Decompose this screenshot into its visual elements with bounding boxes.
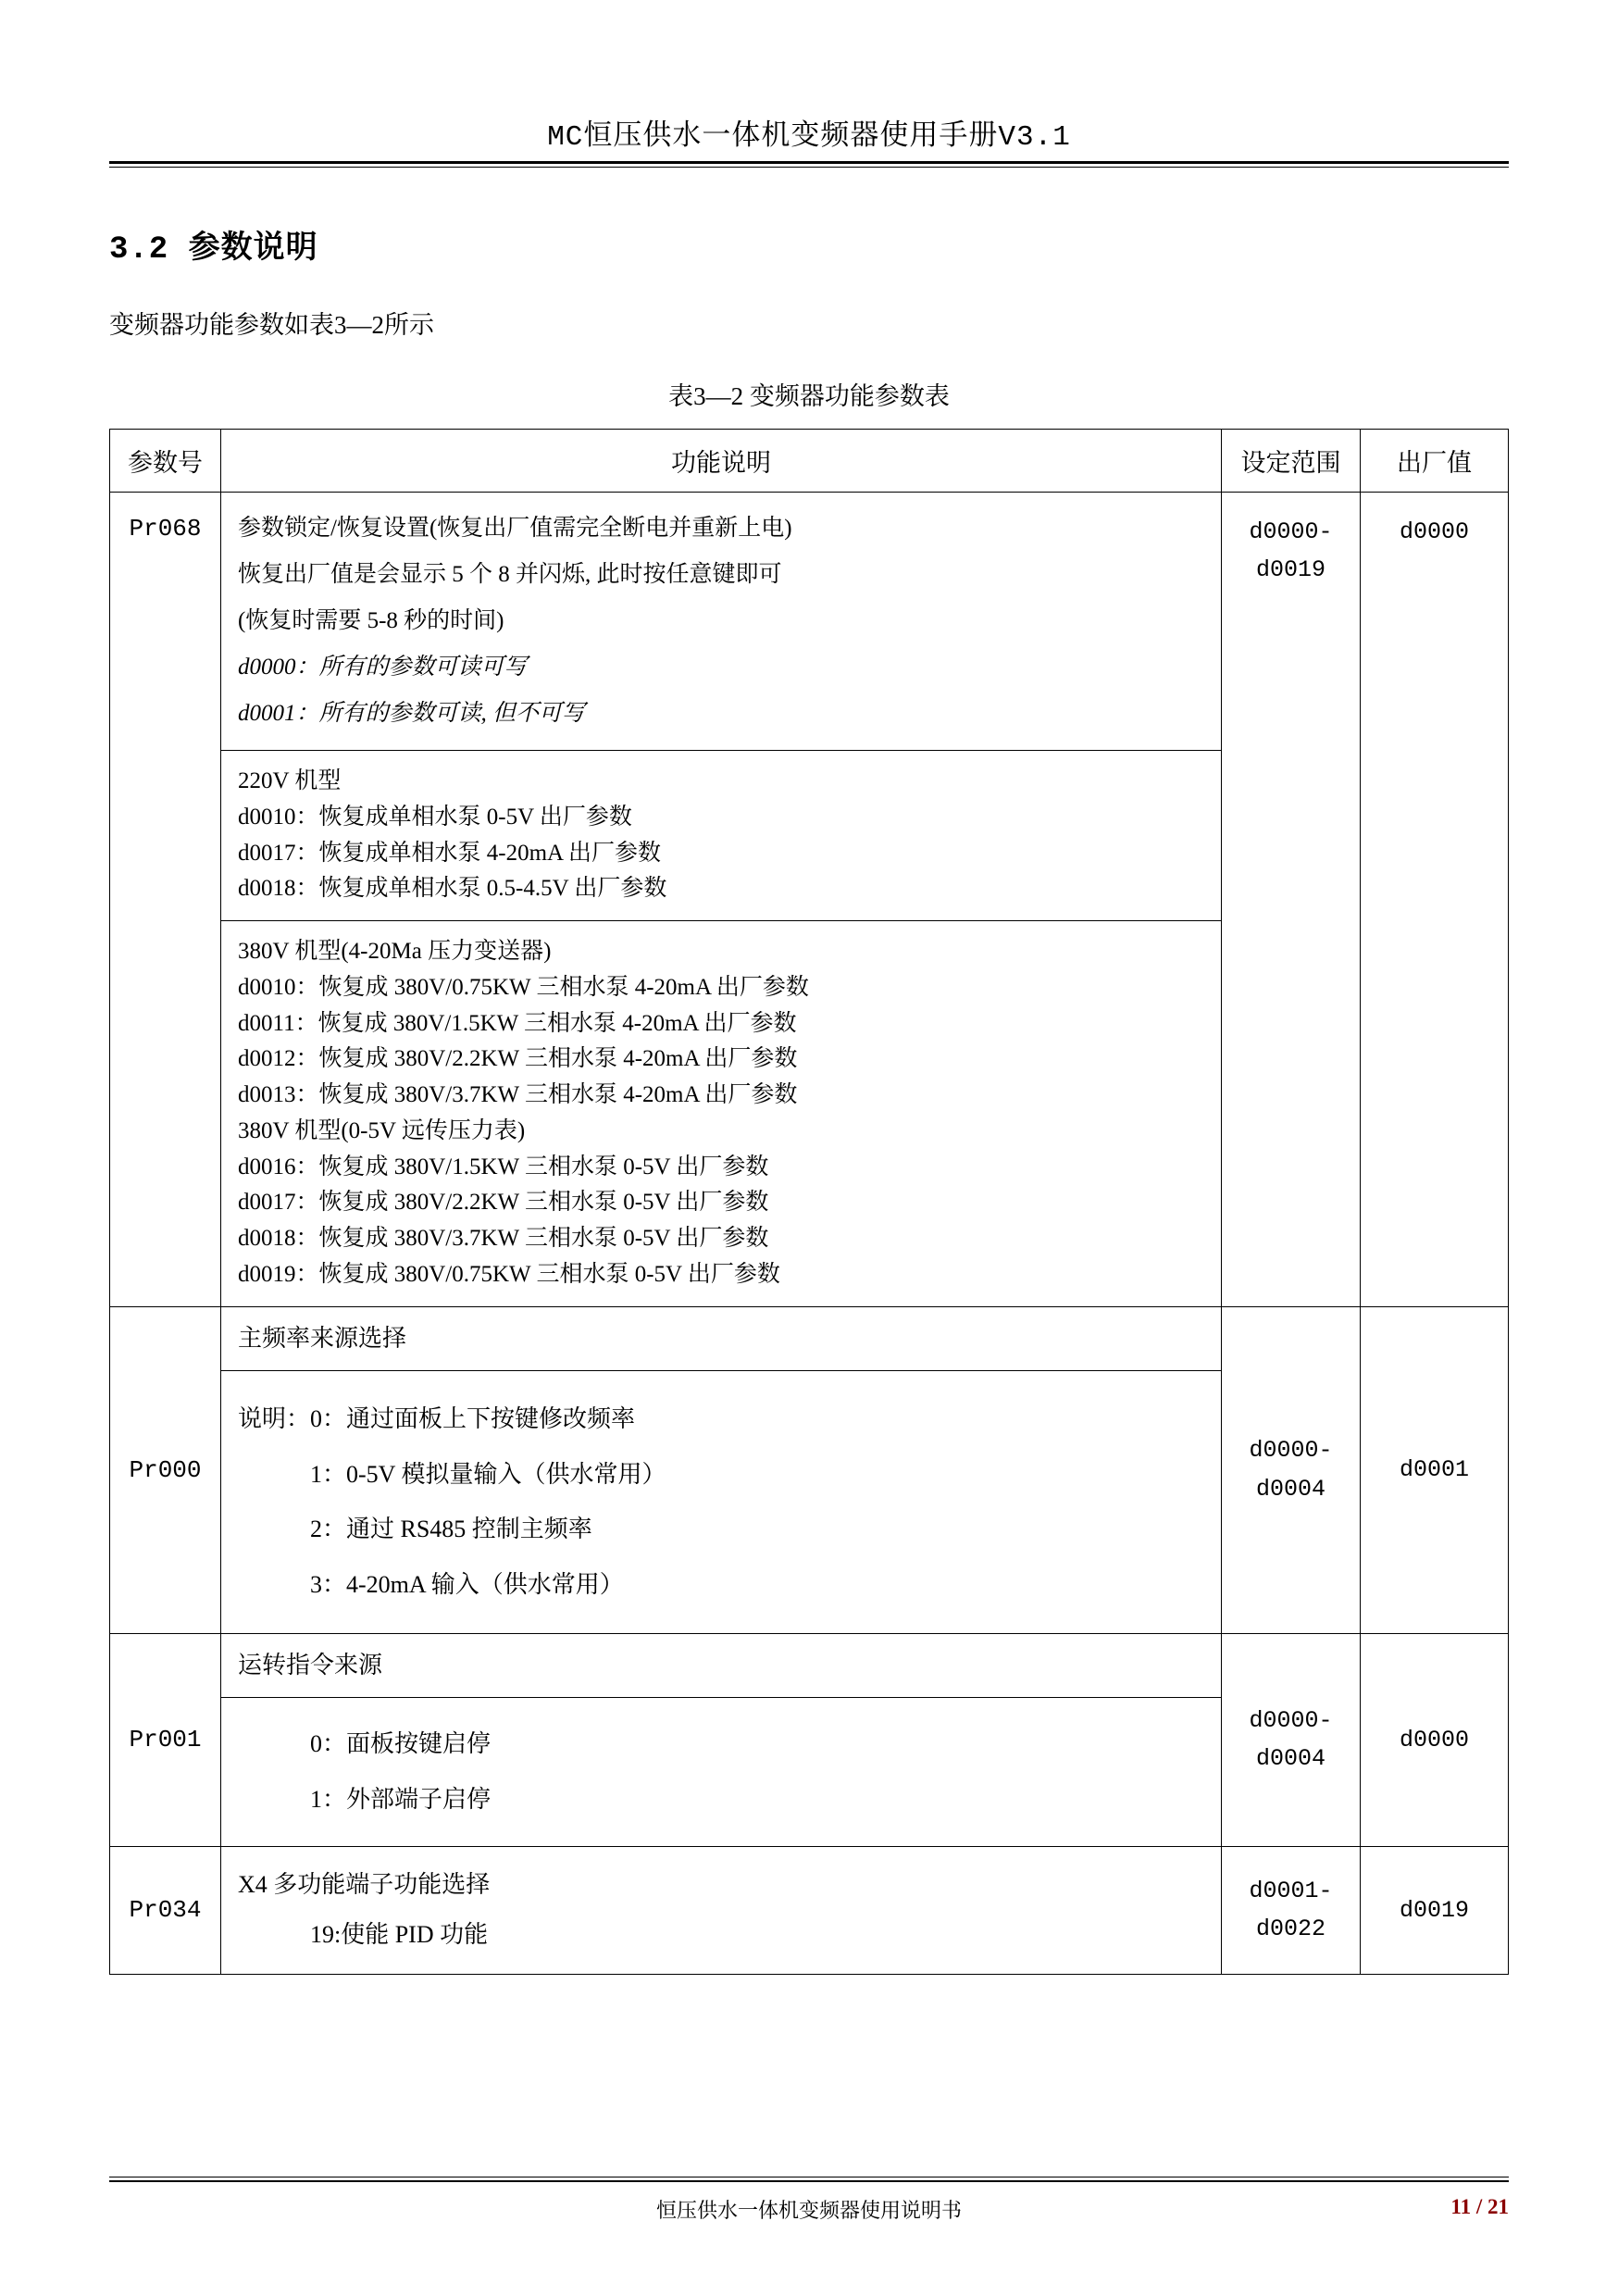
desc-line: d0018：恢复成单相水泵 0.5-4.5V 出厂参数: [238, 876, 667, 902]
desc-line: 380V 机型(0-5V 远传压力表): [238, 1117, 526, 1143]
desc-line: d0017：恢复成 380V/2.2KW 三相水泵 0-5V 出厂参数: [238, 1190, 769, 1216]
param-description: [221, 1306, 1222, 1633]
param-no: Pr034: [110, 1846, 221, 1974]
desc-block: [221, 1370, 1221, 1633]
desc-line: 380V 机型(4-20Ma 压力变送器): [238, 939, 552, 964]
desc-line: d0000：所有的参数可读可写: [238, 655, 528, 680]
column-header-default: 出厂值: [1361, 430, 1509, 493]
column-header-range: 设定范围: [1222, 430, 1361, 493]
desc-line: d0013：恢复成 380V/3.7KW 三相水泵 4-20mA 出厂参数: [238, 1082, 798, 1107]
range-line: d0019: [1255, 556, 1326, 584]
param-default: d0000: [1361, 1633, 1509, 1846]
desc-line: 1：外部端子启停: [310, 1786, 492, 1814]
desc-line: 19:使能 PID 功能: [310, 1921, 489, 1949]
desc-line: d0016：恢复成 380V/1.5KW 三相水泵 0-5V 出厂参数: [238, 1154, 769, 1179]
param-range: [1222, 493, 1361, 1307]
desc-line: 3：4-20mA 输入（供水常用）: [310, 1571, 624, 1599]
desc-line: 主频率来源选择: [238, 1324, 407, 1352]
range-line: d0000-: [1249, 1707, 1333, 1735]
section-heading: 3.2 参数说明: [109, 232, 318, 268]
desc-line: d0010：恢复成 380V/0.75KW 三相水泵 4-20mA 出厂参数: [238, 974, 809, 1000]
table-header-row: [110, 430, 1509, 493]
desc-block: [221, 750, 1221, 920]
desc-line: d0019：恢复成 380V/0.75KW 三相水泵 0-5V 出厂参数: [238, 1261, 780, 1287]
page-number: 11 / 21: [1450, 2195, 1509, 2218]
param-range: [1222, 1633, 1361, 1846]
page-footer: [109, 2177, 1509, 2224]
desc-line: 220V 机型: [238, 768, 342, 793]
desc-block: [221, 1307, 1221, 1370]
column-header-description: 功能说明: [221, 430, 1222, 493]
desc-line: 说明：0：通过面板上下按键修改频率: [238, 1404, 636, 1432]
table-row: [110, 1306, 1509, 1633]
desc-block: [221, 493, 1221, 750]
section-intro-text: 变频器功能参数如表3—2所示: [109, 311, 434, 339]
range-line: d0000-: [1249, 518, 1333, 545]
parameter-table: [109, 429, 1509, 1975]
desc-line: d0001：所有的参数可读, 但不可写: [238, 701, 586, 726]
desc-line: 0：面板按键启停: [310, 1730, 492, 1758]
column-header-param-no: 参数号: [110, 430, 221, 493]
table-row: [110, 1846, 1509, 1974]
desc-block: [221, 1697, 1221, 1846]
desc-line: d0017：恢复成单相水泵 4-20mA 出厂参数: [238, 840, 661, 866]
desc-line: d0010：恢复成单相水泵 0-5V 出厂参数: [238, 804, 632, 830]
desc-line: 运转指令来源: [238, 1651, 383, 1678]
desc-line: d0011：恢复成 380V/1.5KW 三相水泵 4-20mA 出厂参数: [238, 1010, 797, 1036]
desc-line: 恢复出厂值是会显示 5 个 8 并闪烁, 此时按任意键即可: [238, 562, 782, 587]
desc-block: [221, 1847, 1221, 1974]
range-line: d0004: [1255, 1745, 1326, 1773]
param-range: [1222, 1846, 1361, 1974]
desc-block: [221, 1634, 1221, 1697]
range-line: d0022: [1255, 1915, 1326, 1943]
desc-line: d0012：恢复成 380V/2.2KW 三相水泵 4-20mA 出厂参数: [238, 1046, 798, 1072]
range-line: d0000-: [1249, 1437, 1333, 1465]
desc-line: (恢复时需要 5-8 秒的时间): [238, 608, 504, 633]
param-range: [1222, 1306, 1361, 1633]
param-default: d0001: [1361, 1306, 1509, 1633]
table-row: [110, 1633, 1509, 1846]
param-no: Pr000: [110, 1306, 221, 1633]
footer-divider: [109, 2177, 1509, 2182]
param-default: d0019: [1361, 1846, 1509, 1974]
desc-line: X4 多功能端子功能选择: [238, 1870, 491, 1898]
param-description: [221, 493, 1222, 1307]
desc-line: 2：通过 RS485 控制主频率: [310, 1516, 592, 1543]
param-description: [221, 1846, 1222, 1974]
footer-row: [109, 2195, 1509, 2224]
range-line: d0004: [1255, 1475, 1326, 1503]
param-default: d0000: [1361, 493, 1509, 1307]
range-line: d0001-: [1249, 1878, 1333, 1905]
param-no: Pr001: [110, 1633, 221, 1846]
desc-line: d0018：恢复成 380V/3.7KW 三相水泵 0-5V 出厂参数: [238, 1226, 769, 1251]
desc-line: 1：0-5V 模拟量输入（供水常用）: [310, 1460, 666, 1488]
param-description: [221, 1633, 1222, 1846]
param-no: Pr068: [110, 493, 221, 1307]
desc-block: [221, 920, 1221, 1306]
desc-line: 参数锁定/恢复设置(恢复出厂值需完全断电并重新上电): [238, 516, 792, 541]
table-row: [110, 493, 1509, 1307]
table-caption: 表3—2 变频器功能参数表: [668, 382, 950, 410]
footer-text: 恒压供水一体机变频器使用说明书: [655, 2199, 962, 2222]
header-divider: [109, 161, 1509, 168]
document-header-title: MC恒压供水一体机变频器使用手册V3.1: [547, 121, 1071, 154]
